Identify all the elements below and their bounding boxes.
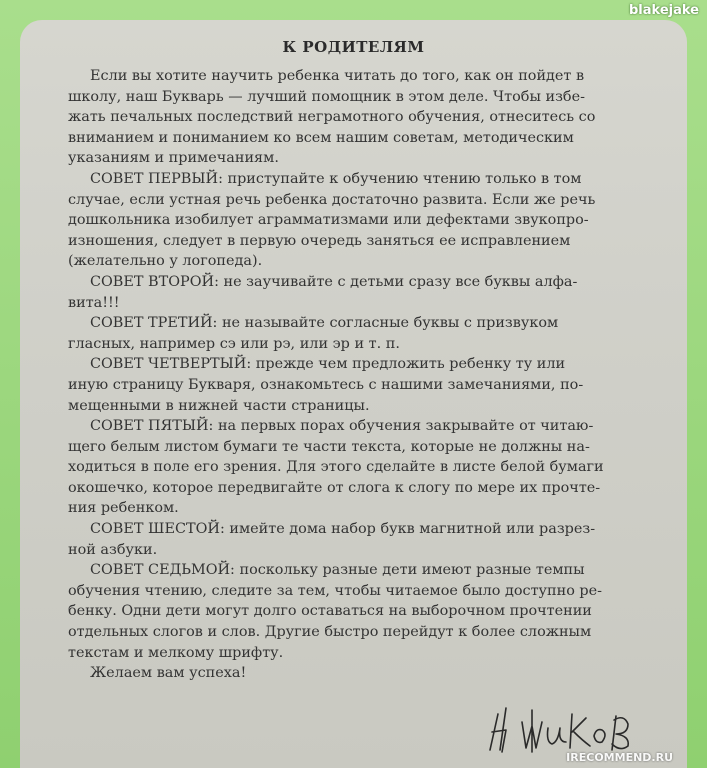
text-line: обучения чтению, следите за тем, чтобы читаемое было доступно ре- <box>68 582 603 599</box>
text-line: СОВЕТ ТРЕТИЙ: не называйте согласные буквы с призвуком <box>90 315 559 332</box>
text-line: СОВЕТ ПЯТЫЙ: на первых порах обучения закрывайте от читаю- <box>90 418 594 435</box>
username-label: blakejake <box>629 3 699 18</box>
advice-paragraph-5 <box>68 416 668 519</box>
text-line: ходиться в поле его зрения. Для этого сделайте в листе белой бумаги <box>68 459 604 476</box>
advice-paragraph-3 <box>68 313 668 354</box>
text-line: СОВЕТ ШЕСТОЙ: имейте дома набор букв магнитной или разрез- <box>90 521 596 538</box>
text-line: вниманием и пониманием ко всем нашим советам, методическим <box>68 129 574 146</box>
text-line: текстам и мелкому шрифту. <box>68 644 284 661</box>
advice-paragraph-4 <box>68 354 668 416</box>
text-line: СОВЕТ ЧЕТВЕРТЫЙ: прежде чем предложить ребенку ту или <box>90 356 566 373</box>
document-page <box>20 20 687 768</box>
text-line: гласных, например сэ или рэ, или эр и т. п. <box>68 335 400 352</box>
text-line: изношения, следует в первую очередь заняться ее исправлением <box>68 232 571 249</box>
text-line: щего белым листом бумаги те части текста, которые не должны на- <box>68 438 590 455</box>
text-line: ной азбуки. <box>68 541 158 558</box>
advice-paragraph-1 <box>68 169 668 272</box>
advice-paragraph-6 <box>68 519 668 560</box>
closing-line: Желаем вам успеха! <box>90 665 247 682</box>
text-line: (желательно у логопеда). <box>68 253 263 270</box>
text-line: окошечко, которое передвигайте от слога к слогу по мере их прочте- <box>68 479 601 496</box>
text-line: дошкольника изобилует аграмматизмами или дефектами звукопро- <box>68 212 589 229</box>
text-line: иную страницу Букваря, ознакомьтесь с нашими замечаниями, по- <box>68 376 584 393</box>
watermark: IRECOMMEND.RU <box>566 751 673 764</box>
text-line: ния ребенком. <box>68 500 179 517</box>
advice-paragraph-7 <box>68 560 668 663</box>
text-line: жать печальных последствий неграмотного обучения, отнеситесь со <box>68 109 596 126</box>
text-line: бенку. Одни дети могут долго оставаться на выборочном прочтении <box>68 603 592 620</box>
text-line: мещенными в нижней части страницы. <box>68 397 370 414</box>
handwritten-signature <box>482 692 652 758</box>
text-line: СОВЕТ ВТОРОЙ: не заучивайте с детьми сразу все буквы алфа- <box>90 273 578 290</box>
document-body <box>68 66 668 684</box>
text-line: СОВЕТ ПЕРВЫЙ: приступайте к обучению чтению только в том <box>90 170 582 187</box>
advice-paragraph-2 <box>68 272 668 313</box>
text-line: указаниям и примечаниям. <box>68 150 279 167</box>
text-line: случае, если устная речь ребенка достаточно развита. Если же речь <box>68 191 596 208</box>
text-line: отдельных слогов и слов. Другие быстро перейдут к более сложным <box>68 624 592 641</box>
text-line: Если вы хотите научить ребенка читать до того, как он пойдет в <box>90 68 585 84</box>
text-line: СОВЕТ СЕДЬМОЙ: поскольку разные дети имеют разные темпы <box>90 562 585 579</box>
intro-paragraph <box>68 66 668 169</box>
text-line: вита!!! <box>68 294 120 311</box>
page-title: К РОДИТЕЛЯМ <box>282 38 425 56</box>
text-line: школу, наш Букварь — лучший помощник в этом деле. Чтобы избе- <box>68 88 585 105</box>
